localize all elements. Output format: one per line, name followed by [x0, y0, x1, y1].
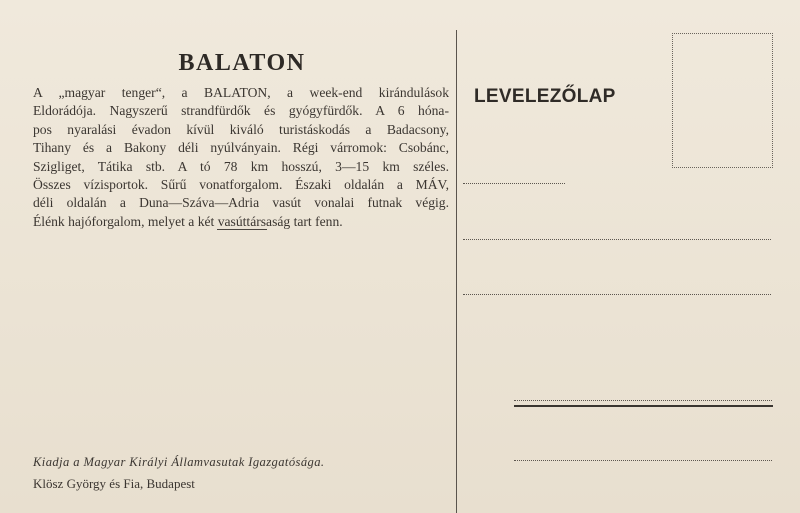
stamp-box — [672, 33, 773, 168]
paragraph-line: pos nyaralási évadon kívül kiváló turistáskodás a Badacsony, — [33, 121, 449, 137]
paragraph-line: Élénk hajóforgalom, melyet a két vasúttársaság tart fenn. — [33, 213, 343, 229]
paragraph-line: Tihany és a Bakony déli nyúlványain. Régi várromok: Csobánc, — [33, 140, 449, 156]
card-title: BALATON — [178, 50, 306, 76]
address-line — [514, 400, 772, 401]
printer-line: Klösz György és Fia, Budapest — [33, 476, 195, 491]
description-paragraph — [33, 84, 449, 231]
ornamental-rule — [217, 229, 267, 230]
paragraph-line: Szigliget, Tátika stb. A tó 78 km hosszú, 3—15 km széles. — [33, 158, 449, 174]
paragraph-line: Összes vízisportok. Sűrű vonatforgalom. Északi oldalán a MÁV, — [33, 177, 449, 193]
center-divider — [456, 30, 457, 513]
address-underline — [514, 405, 773, 407]
address-line — [463, 239, 771, 240]
postcard-label: LEVELEZŐLAP — [474, 86, 616, 107]
paragraph-line: A „magyar tenger“, a BALATON, a week-end kirándulások — [33, 85, 449, 100]
paragraph-line: Eldorádója. Nagyszerű strandfürdők és gyógyfürdők. A 6 hóna- — [33, 103, 449, 119]
publisher-line: Kiadja a Magyar Királyi Államvasutak Igazgatósága. — [33, 455, 325, 469]
address-line — [463, 183, 565, 184]
paragraph-line: déli oldalán a Duna—Száva—Adria vasút vonalai futnak végig. — [33, 195, 449, 211]
address-line — [463, 294, 771, 295]
address-line — [514, 460, 772, 461]
